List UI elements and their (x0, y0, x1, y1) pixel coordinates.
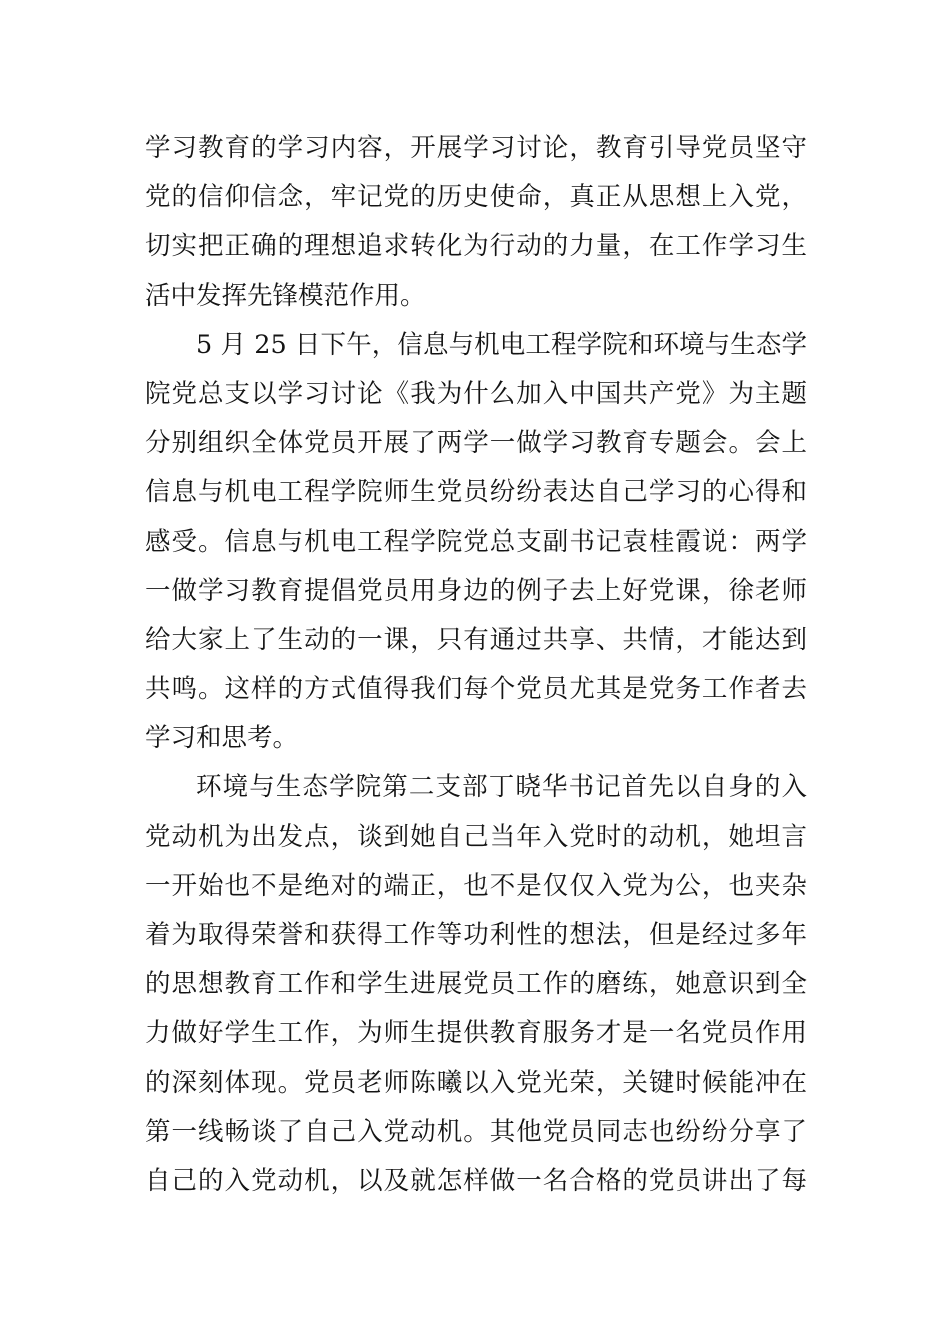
paragraph-2-line-9: 学习和思考。 (145, 723, 299, 754)
paragraph-2-line-3: 分别组织全体党员开展了两学一做学习教育专题会。会上 (145, 428, 807, 459)
paragraph-3-line-5: 的思想教育工作和学生进展党员工作的磨练，她意识到全 (145, 969, 807, 1000)
paragraph-3-line-7: 的深刻体现。党员老师陈曦以入党光荣，关键时候能冲在 (145, 1067, 807, 1098)
paragraph-3-line-3: 一开始也不是绝对的端正，也不是仅仅入党为公，也夹杂 (145, 870, 807, 901)
paragraph-1-line-4: 活中发挥先锋模范作用。 (145, 280, 426, 311)
document-body (145, 124, 807, 1206)
paragraph-1-line-1: 学习教育的学习内容，开展学习讨论，教育引导党员坚守 (145, 133, 807, 163)
paragraph-3-line-6: 力做好学生工作，为师生提供教育服务才是一名党员作用 (145, 1018, 807, 1049)
paragraph-2-line-1: 5 月 25 日下午，信息与机电工程学院和环境与生态学 (196, 329, 807, 360)
paragraph-2-line-8: 共鸣。这样的方式值得我们每个党员尤其是党务工作者去 (145, 674, 807, 705)
paragraph-3-line-8: 第一线畅谈了自己入党动机。其他党员同志也纷纷分享了 (145, 1116, 807, 1147)
paragraph-2-line-6: 一做学习教育提倡党员用身边的例子去上好党课，徐老师 (145, 575, 807, 606)
paragraph-1-line-2: 党的信仰信念，牢记党的历史使命，真正从思想上入党， (145, 182, 807, 213)
paragraph-2-line-4: 信息与机电工程学院师生党员纷纷表达自己学习的心得和 (145, 477, 807, 508)
paragraph-1-line-3: 切实把正确的理想追求转化为行动的力量，在工作学习生 (145, 231, 807, 262)
paragraph-2-line-2: 院党总支以学习讨论《我为什么加入中国共产党》为主题 (145, 378, 807, 409)
paragraph-2-line-5: 感受。信息与机电工程学院党总支副书记袁桂霞说：两学 (145, 526, 807, 557)
paragraph-3-line-1: 环境与生态学院第二支部丁晓华书记首先以自身的入 (196, 772, 807, 803)
paragraph-3-line-4: 着为取得荣誉和获得工作等功利性的想法，但是经过多年 (145, 920, 807, 950)
paragraph-3-line-2: 党动机为出发点，谈到她自己当年入党时的动机，她坦言 (145, 821, 807, 852)
paragraph-2-line-7: 给大家上了生动的一课，只有通过共享、共情，才能达到 (145, 624, 807, 655)
paragraph-3-line-9: 自己的入党动机，以及就怎样做一名合格的党员讲出了每 (145, 1165, 807, 1196)
